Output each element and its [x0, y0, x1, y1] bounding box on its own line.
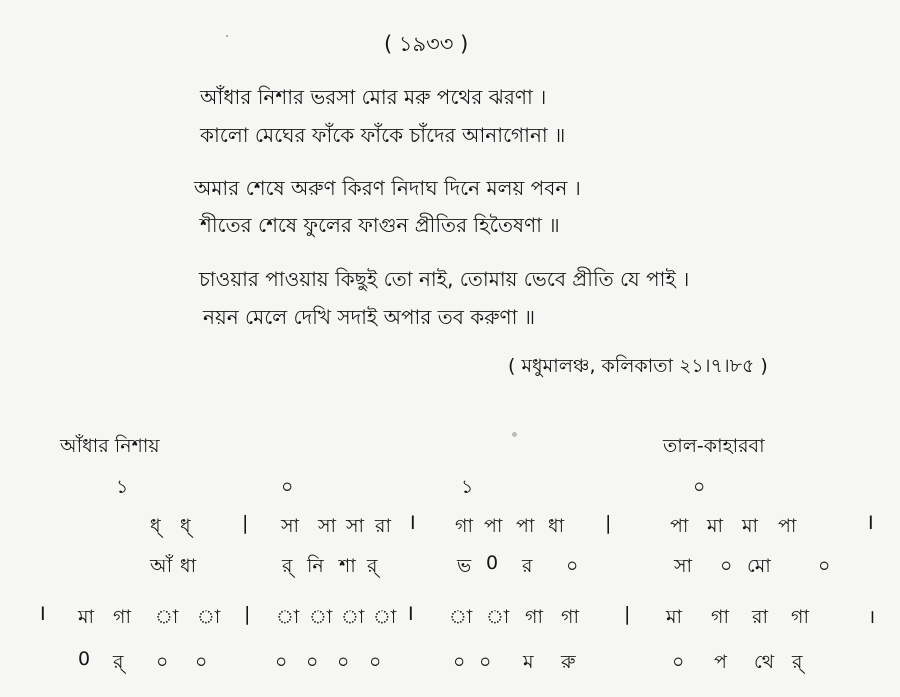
swara-note: পা — [516, 515, 535, 537]
swara-note: ধা — [548, 515, 565, 537]
swara-note: সা — [281, 515, 300, 537]
lyric-syllable: 0 — [486, 552, 499, 574]
lyric-syllable: র্ — [367, 555, 378, 577]
bar-line: | — [605, 512, 612, 534]
swara-note: গা — [113, 606, 131, 628]
lyric-syllable: র্ — [792, 651, 803, 673]
swara-note: া — [309, 606, 333, 628]
bar-line: | — [242, 512, 249, 534]
swara-note: া — [373, 606, 397, 628]
swara-note: ধ্ — [150, 515, 161, 537]
lyric-syllable: ধা — [180, 555, 197, 577]
lyric-syllable: প — [714, 651, 727, 673]
lyric-syllable: র্ — [113, 651, 124, 673]
swara-note: সা — [346, 515, 365, 537]
swara-note: সা — [318, 515, 337, 537]
lyric-syllable: ০ — [720, 555, 733, 577]
date-place-credit: ( মধুমালঞ্চ, কলিকাতা ২১।৭।৮৫ ) — [508, 355, 768, 377]
lyric-syllable: ০ — [156, 651, 169, 673]
lyric-line: আঁধার নিশার ভরসা মোর মরু পথের ঝরণা । — [200, 85, 547, 109]
swara-note: া — [276, 606, 300, 628]
lyric-syllable: ০ — [818, 555, 831, 577]
tala-label: তাল-কাহারবা — [663, 435, 765, 457]
bar-line: | — [244, 603, 251, 625]
lyric-syllable: ০ — [672, 651, 685, 673]
swara-note: রা — [375, 515, 391, 537]
swara-note: গা — [791, 606, 809, 628]
swara-note: গা — [711, 606, 729, 628]
lyric-syllable: র্ — [282, 555, 293, 577]
bar-line: I — [40, 603, 46, 625]
lyric-syllable: ০ — [275, 651, 288, 673]
bar-line: I — [408, 603, 414, 625]
lyric-line: শীতের শেষে ফুলের ফাগুন প্রীতির হিতৈষণা ॥ — [200, 213, 560, 237]
swara-note: পা — [778, 515, 797, 537]
lyric-syllable: র — [522, 555, 533, 577]
swara-note: গা — [525, 606, 543, 628]
lyric-syllable: আঁ — [150, 555, 173, 577]
lyric-syllable: 0 — [78, 648, 91, 670]
bar-line: | — [624, 603, 631, 625]
print-speck — [512, 432, 517, 437]
swara-note: পা — [484, 515, 503, 537]
bar-line: I — [410, 512, 416, 534]
lyric-syllable: ০ — [306, 651, 319, 673]
lyric-syllable: ০ — [453, 651, 466, 673]
beat-mark: ০ — [693, 476, 706, 498]
swara-note: া — [486, 606, 510, 628]
lyric-line: কালো মেঘের ফাঁকে ফাঁকে চাঁদের আনাগোনা ॥ — [200, 123, 566, 147]
swara-note: পা — [670, 515, 689, 537]
swara-note: মা — [707, 515, 724, 537]
bar-line: । — [868, 606, 876, 628]
bar-line: I — [868, 512, 874, 534]
lyric-syllable: ০ — [337, 651, 350, 673]
lyric-syllable: নি — [307, 555, 324, 577]
lyric-syllable: ম — [523, 651, 534, 673]
swara-note: া — [341, 606, 365, 628]
swara-note: গা — [561, 606, 579, 628]
notation-title: আঁধার নিশায় — [60, 435, 160, 457]
print-speck — [226, 35, 228, 37]
swara-note: া — [197, 606, 221, 628]
beat-mark: ১ — [116, 476, 129, 498]
swara-note: ধ্ — [180, 515, 191, 537]
swara-note: মা — [742, 515, 759, 537]
lyric-line: নয়ন মেলে দেখি সদাই অপার তব করুণা ॥ — [203, 305, 536, 329]
lyric-line: চাওয়ার পাওয়ায় কিছুই তো নাই, তোমায় ভেবে প্রীতি যে পাই । — [199, 267, 690, 291]
lyric-syllable: ভ — [457, 555, 472, 577]
lyric-syllable: মো — [747, 555, 771, 577]
swara-note: গা — [455, 515, 473, 537]
beat-mark: ০ — [281, 476, 294, 498]
swara-note: া — [449, 606, 473, 628]
lyric-syllable: থে — [754, 651, 775, 673]
lyric-syllable: ০ — [195, 651, 208, 673]
song-number: ( ১৯৩৩ ) — [384, 32, 469, 56]
lyric-syllable: ০ — [369, 651, 382, 673]
lyric-syllable: ০ — [566, 555, 579, 577]
swara-note: রা — [752, 606, 768, 628]
swara-note: া — [155, 606, 179, 628]
lyric-line: অমার শেষে অরুণ কিরণ নিদাঘ দিনে মলয় পবন । — [194, 176, 581, 200]
beat-mark: ১ — [461, 476, 474, 498]
lyric-syllable: সা — [674, 555, 693, 577]
swara-note: মা — [666, 606, 683, 628]
swara-note: মা — [78, 606, 95, 628]
lyric-syllable: রু — [561, 651, 576, 673]
lyric-syllable: শা — [339, 555, 356, 577]
lyric-syllable: ০ — [479, 651, 492, 673]
